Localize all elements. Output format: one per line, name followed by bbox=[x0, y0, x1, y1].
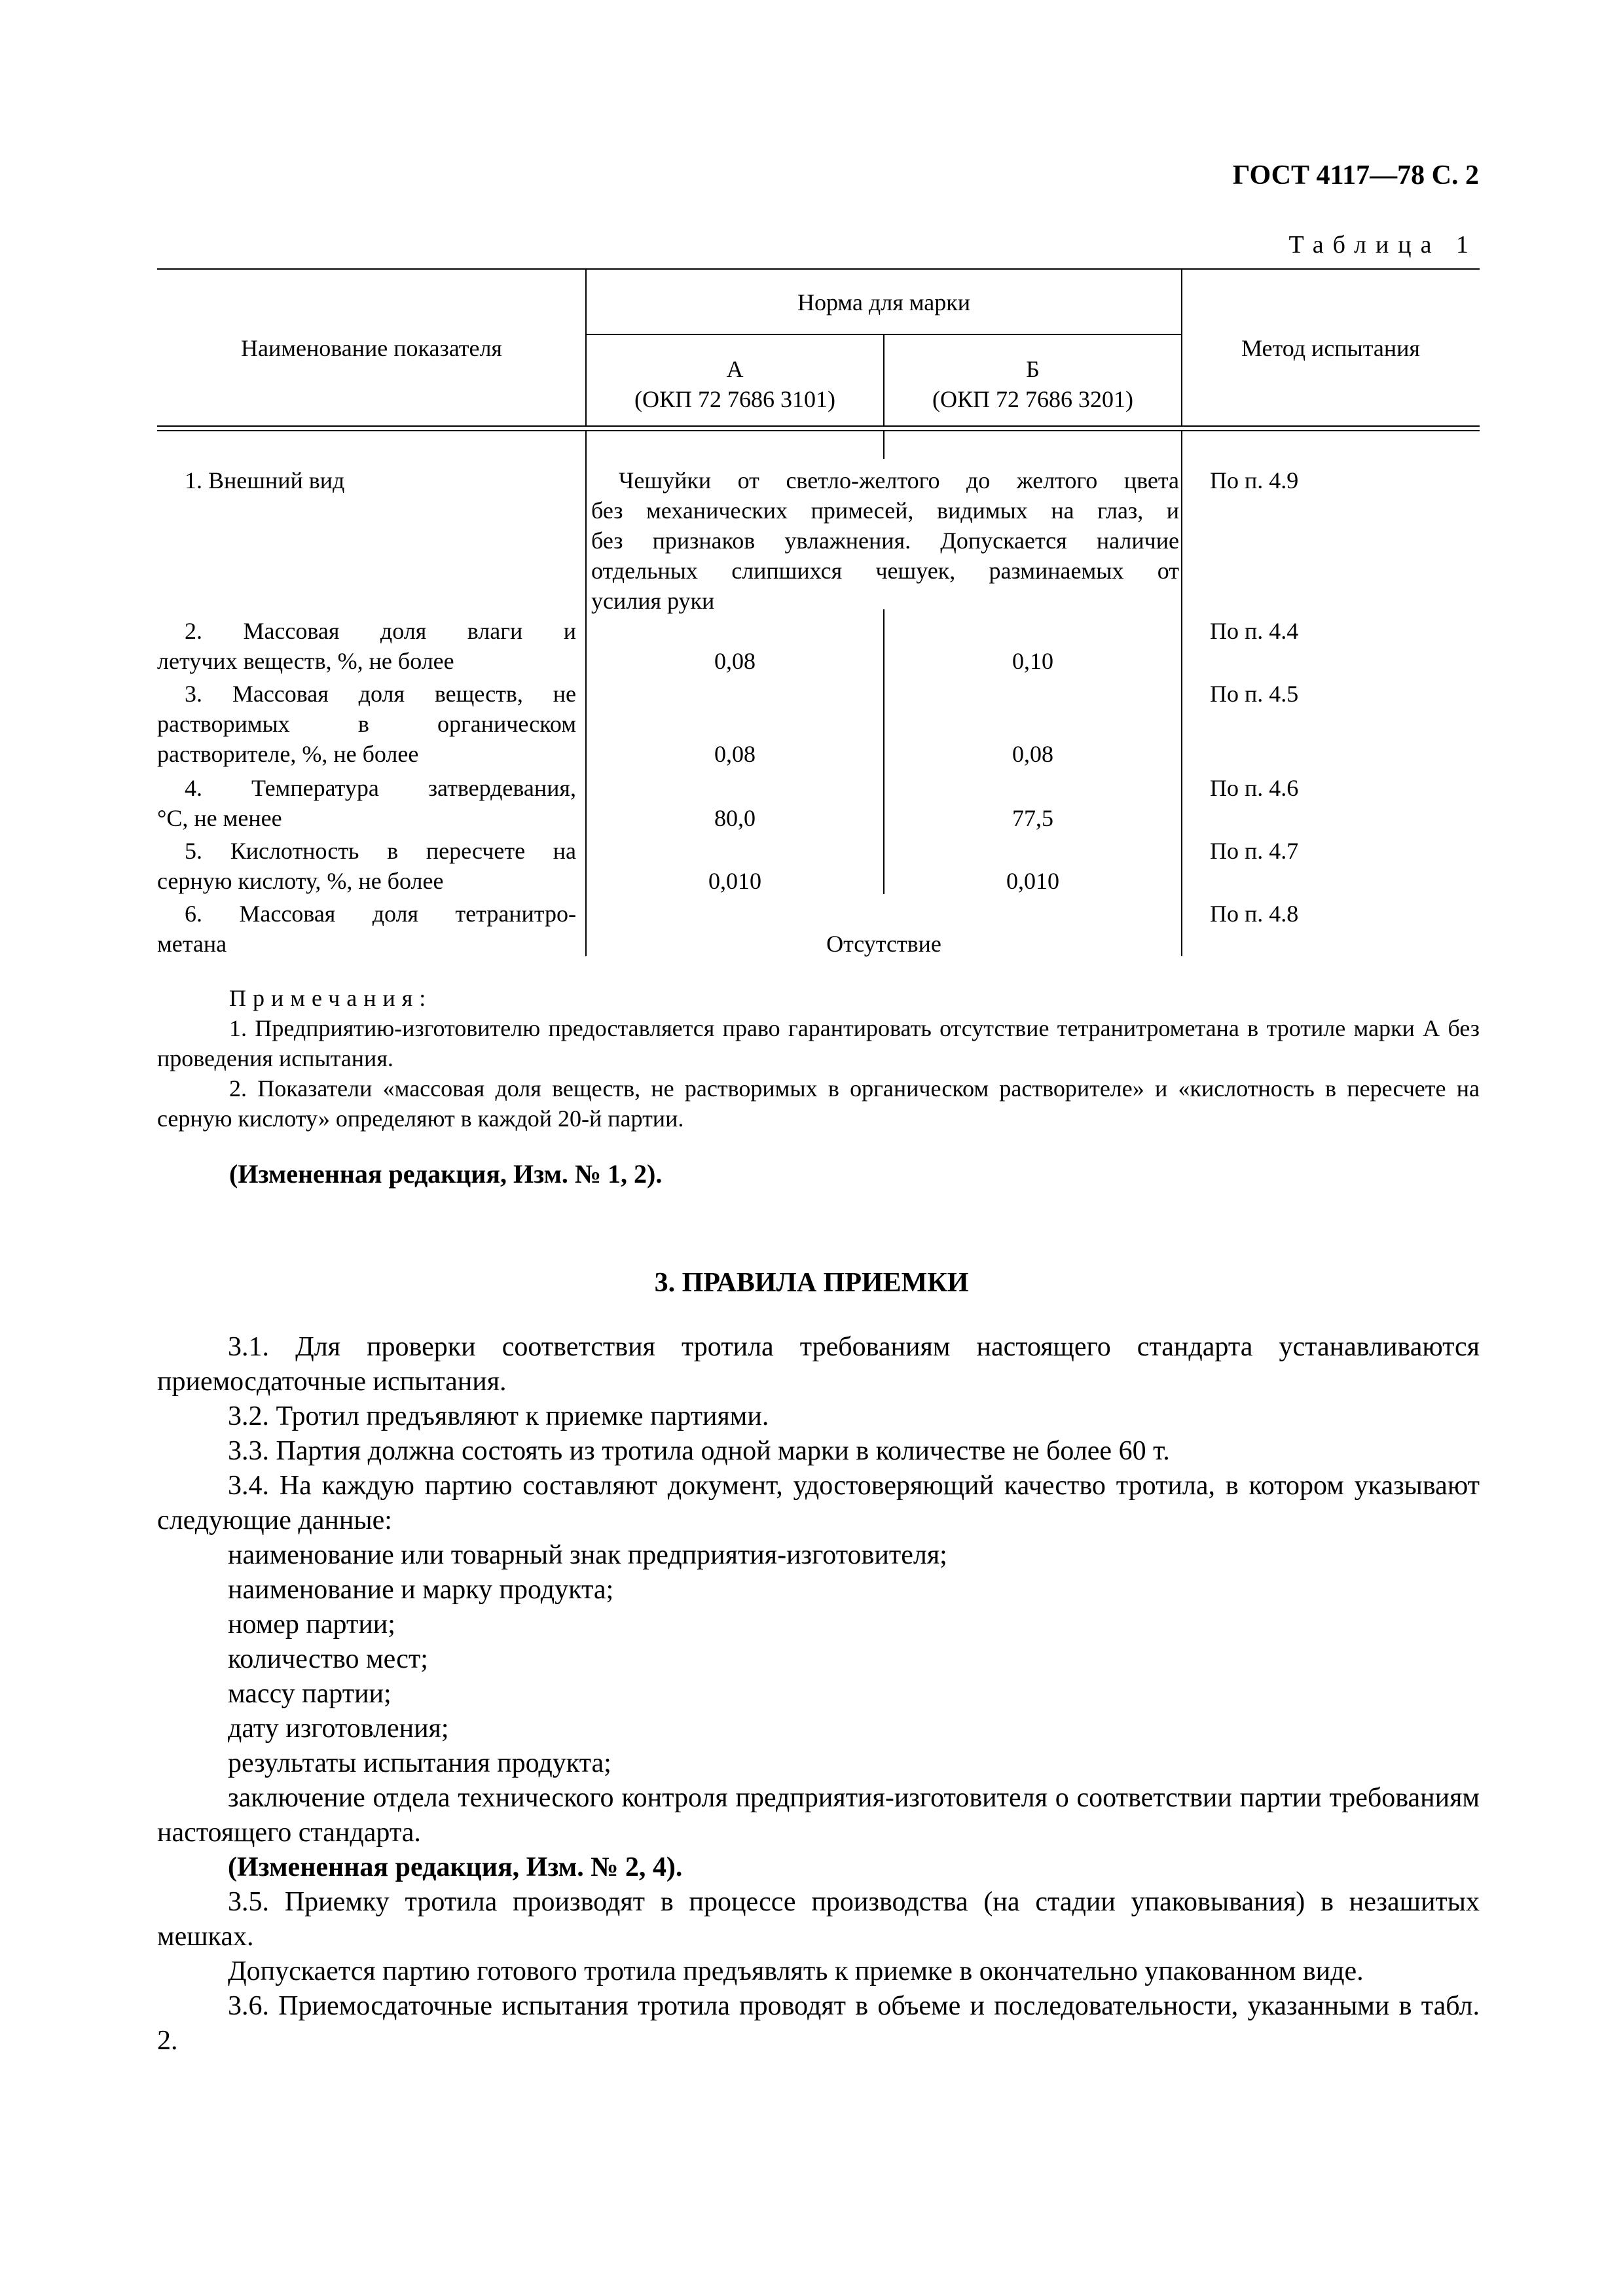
row-4-method: По п. 4.6 bbox=[1210, 775, 1299, 801]
row-2-name bbox=[157, 616, 576, 676]
row-6-name-line: 6. Массовая доля тетранитро- bbox=[185, 901, 576, 927]
note-item: 2. Показатели «массовая доля веществ, не растворимых в органическом растворителе» и «кислотность в пересчете на серную кислоту» определяют в каждой 20-й партии. bbox=[157, 1075, 1480, 1132]
table-notes bbox=[157, 983, 1480, 1134]
row-3-name-line: растворителе, %, не более bbox=[157, 741, 419, 767]
paragraph-3-5-continued: Допускается партию готового тротила предъявлять к приемке в окончательно упакованном виде. bbox=[228, 1956, 1364, 1986]
list-item: наименование или товарный знак предприятия-изготовителя; bbox=[228, 1540, 947, 1570]
list-item: массу партии; bbox=[228, 1679, 392, 1709]
row-6-method: По п. 4.8 bbox=[1210, 901, 1299, 927]
section-body bbox=[157, 1330, 1480, 2058]
row-4-value-b: 77,5 bbox=[1012, 805, 1053, 831]
row-5-value-b: 0,010 bbox=[1006, 868, 1059, 894]
specification-table bbox=[157, 269, 1480, 956]
section-title: 3. ПРАВИЛА ПРИЕМКИ bbox=[654, 1268, 969, 1298]
row-3-name bbox=[157, 679, 576, 769]
list-item: номер партии; bbox=[228, 1609, 395, 1640]
row-1-description-line: усилия руки bbox=[591, 588, 715, 614]
amendment-note: (Измененная редакция, Изм. № 1, 2). bbox=[229, 1159, 663, 1189]
row-2-name-line: летучих веществ, %, не более bbox=[157, 648, 454, 674]
amendment-note: (Измененная редакция, Изм. № 2, 4). bbox=[228, 1852, 683, 1882]
row-5-name-line: серную кислоту, %, не более bbox=[157, 868, 444, 894]
paragraph-3-1: 3.1. Для проверки соответствия тротила требованиям настоящего стандарта устанавливаются приемосдаточные испытания. bbox=[157, 1332, 1480, 1397]
row-1-method: По п. 4.9 bbox=[1210, 467, 1299, 493]
row-6-name-line: метана bbox=[157, 931, 227, 957]
row-3-method: По п. 4.5 bbox=[1210, 681, 1299, 707]
row-4-value-a: 80,0 bbox=[714, 805, 756, 831]
row-1-description-line: отдельных слипшихся чешуек, разминаемых от bbox=[591, 558, 1179, 584]
paragraph-3-5: 3.5. Приемку тротила производят в процессе производства (на стадии упаковывания) в незашитых мешках. bbox=[157, 1887, 1480, 1952]
row-4-name-line: °С, не менее bbox=[157, 805, 282, 831]
row-1-name: 1. Внешний вид bbox=[185, 467, 345, 493]
row-6-value-merged: Отсутствие bbox=[826, 931, 941, 957]
row-5-name-line: 5. Кислотность в пересчете на bbox=[185, 838, 576, 864]
row-2-value-b: 0,10 bbox=[1012, 648, 1053, 674]
row-4-name-line: 4. Температура затвердевания, bbox=[185, 775, 576, 801]
paragraph-3-6: 3.6. Приемосдаточные испытания тротила проводят в объеме и последовательности, указанными в табл. 2. bbox=[157, 1991, 1480, 2056]
note-item: 1. Предприятию-изготовителю предоставляется право гарантировать отсутствие тетранитрометана в тротиле марки А без проведения испытания. bbox=[157, 1015, 1480, 1071]
col-header-a-code: (ОКП 72 7686 3101) bbox=[634, 386, 835, 412]
row-2-name-line: 2. Массовая доля влаги и bbox=[185, 618, 576, 644]
row-1-description bbox=[591, 465, 1179, 616]
notes-title: Примечания: bbox=[229, 985, 433, 1011]
list-item: результаты испытания продукта; bbox=[228, 1748, 611, 1778]
list-item: количество мест; bbox=[228, 1644, 428, 1674]
col-header-b-code: (ОКП 72 7686 3201) bbox=[932, 386, 1133, 412]
row-2-method: По п. 4.4 bbox=[1210, 618, 1299, 644]
col-header-b bbox=[884, 354, 1182, 414]
row-3-name-line: растворимых в органическом bbox=[157, 711, 576, 737]
row-3-value-b: 0,08 bbox=[1012, 741, 1053, 767]
paragraph-3-3: 3.3. Партия должна состоять из тротила одной марки в количестве не более 60 т. bbox=[228, 1436, 1170, 1466]
list-item: дату изготовления; bbox=[228, 1713, 449, 1744]
row-5-name bbox=[157, 836, 576, 896]
col-header-name: Наименование показателя bbox=[241, 335, 502, 361]
row-5-value-a: 0,010 bbox=[708, 868, 761, 894]
row-6-name bbox=[157, 899, 576, 959]
col-header-b-label: Б bbox=[1026, 356, 1040, 382]
table-caption: Таблица 1 bbox=[1288, 231, 1478, 259]
list-item: наименование и марку продукта; bbox=[228, 1575, 614, 1605]
page-header: ГОСТ 4117—78 С. 2 bbox=[1232, 160, 1479, 190]
paragraph-3-2: 3.2. Тротил предъявляют к приемке партиями. bbox=[228, 1401, 769, 1431]
col-header-a-label: А bbox=[726, 356, 744, 382]
row-1-description-line: без признаков увлажнения. Допускается наличие bbox=[591, 528, 1179, 554]
list-item-conclusion: заключение отдела технического контроля предприятия-изготовителя о соответствии партии требованиям настоящего стандарта. bbox=[157, 1783, 1480, 1848]
row-3-name-line: 3. Массовая доля веществ, не bbox=[185, 681, 576, 707]
row-4-name bbox=[157, 773, 576, 833]
col-header-norm: Норма для марки bbox=[797, 289, 971, 315]
row-1-description-line: Чешуйки от светло-желтого до желтого цвета bbox=[619, 467, 1179, 493]
row-1-description-line: без механических примесей, видимых на глаз, и bbox=[591, 497, 1179, 524]
row-3-value-a: 0,08 bbox=[714, 741, 756, 767]
paragraph-3-4: 3.4. На каждую партию составляют документ, удостоверяющий качество тротила, в котором указывают следующие данные: bbox=[157, 1471, 1480, 1535]
row-2-value-a: 0,08 bbox=[714, 648, 756, 674]
col-header-a bbox=[586, 354, 884, 414]
col-header-method: Метод испытания bbox=[1241, 335, 1420, 361]
row-5-method: По п. 4.7 bbox=[1210, 838, 1299, 864]
